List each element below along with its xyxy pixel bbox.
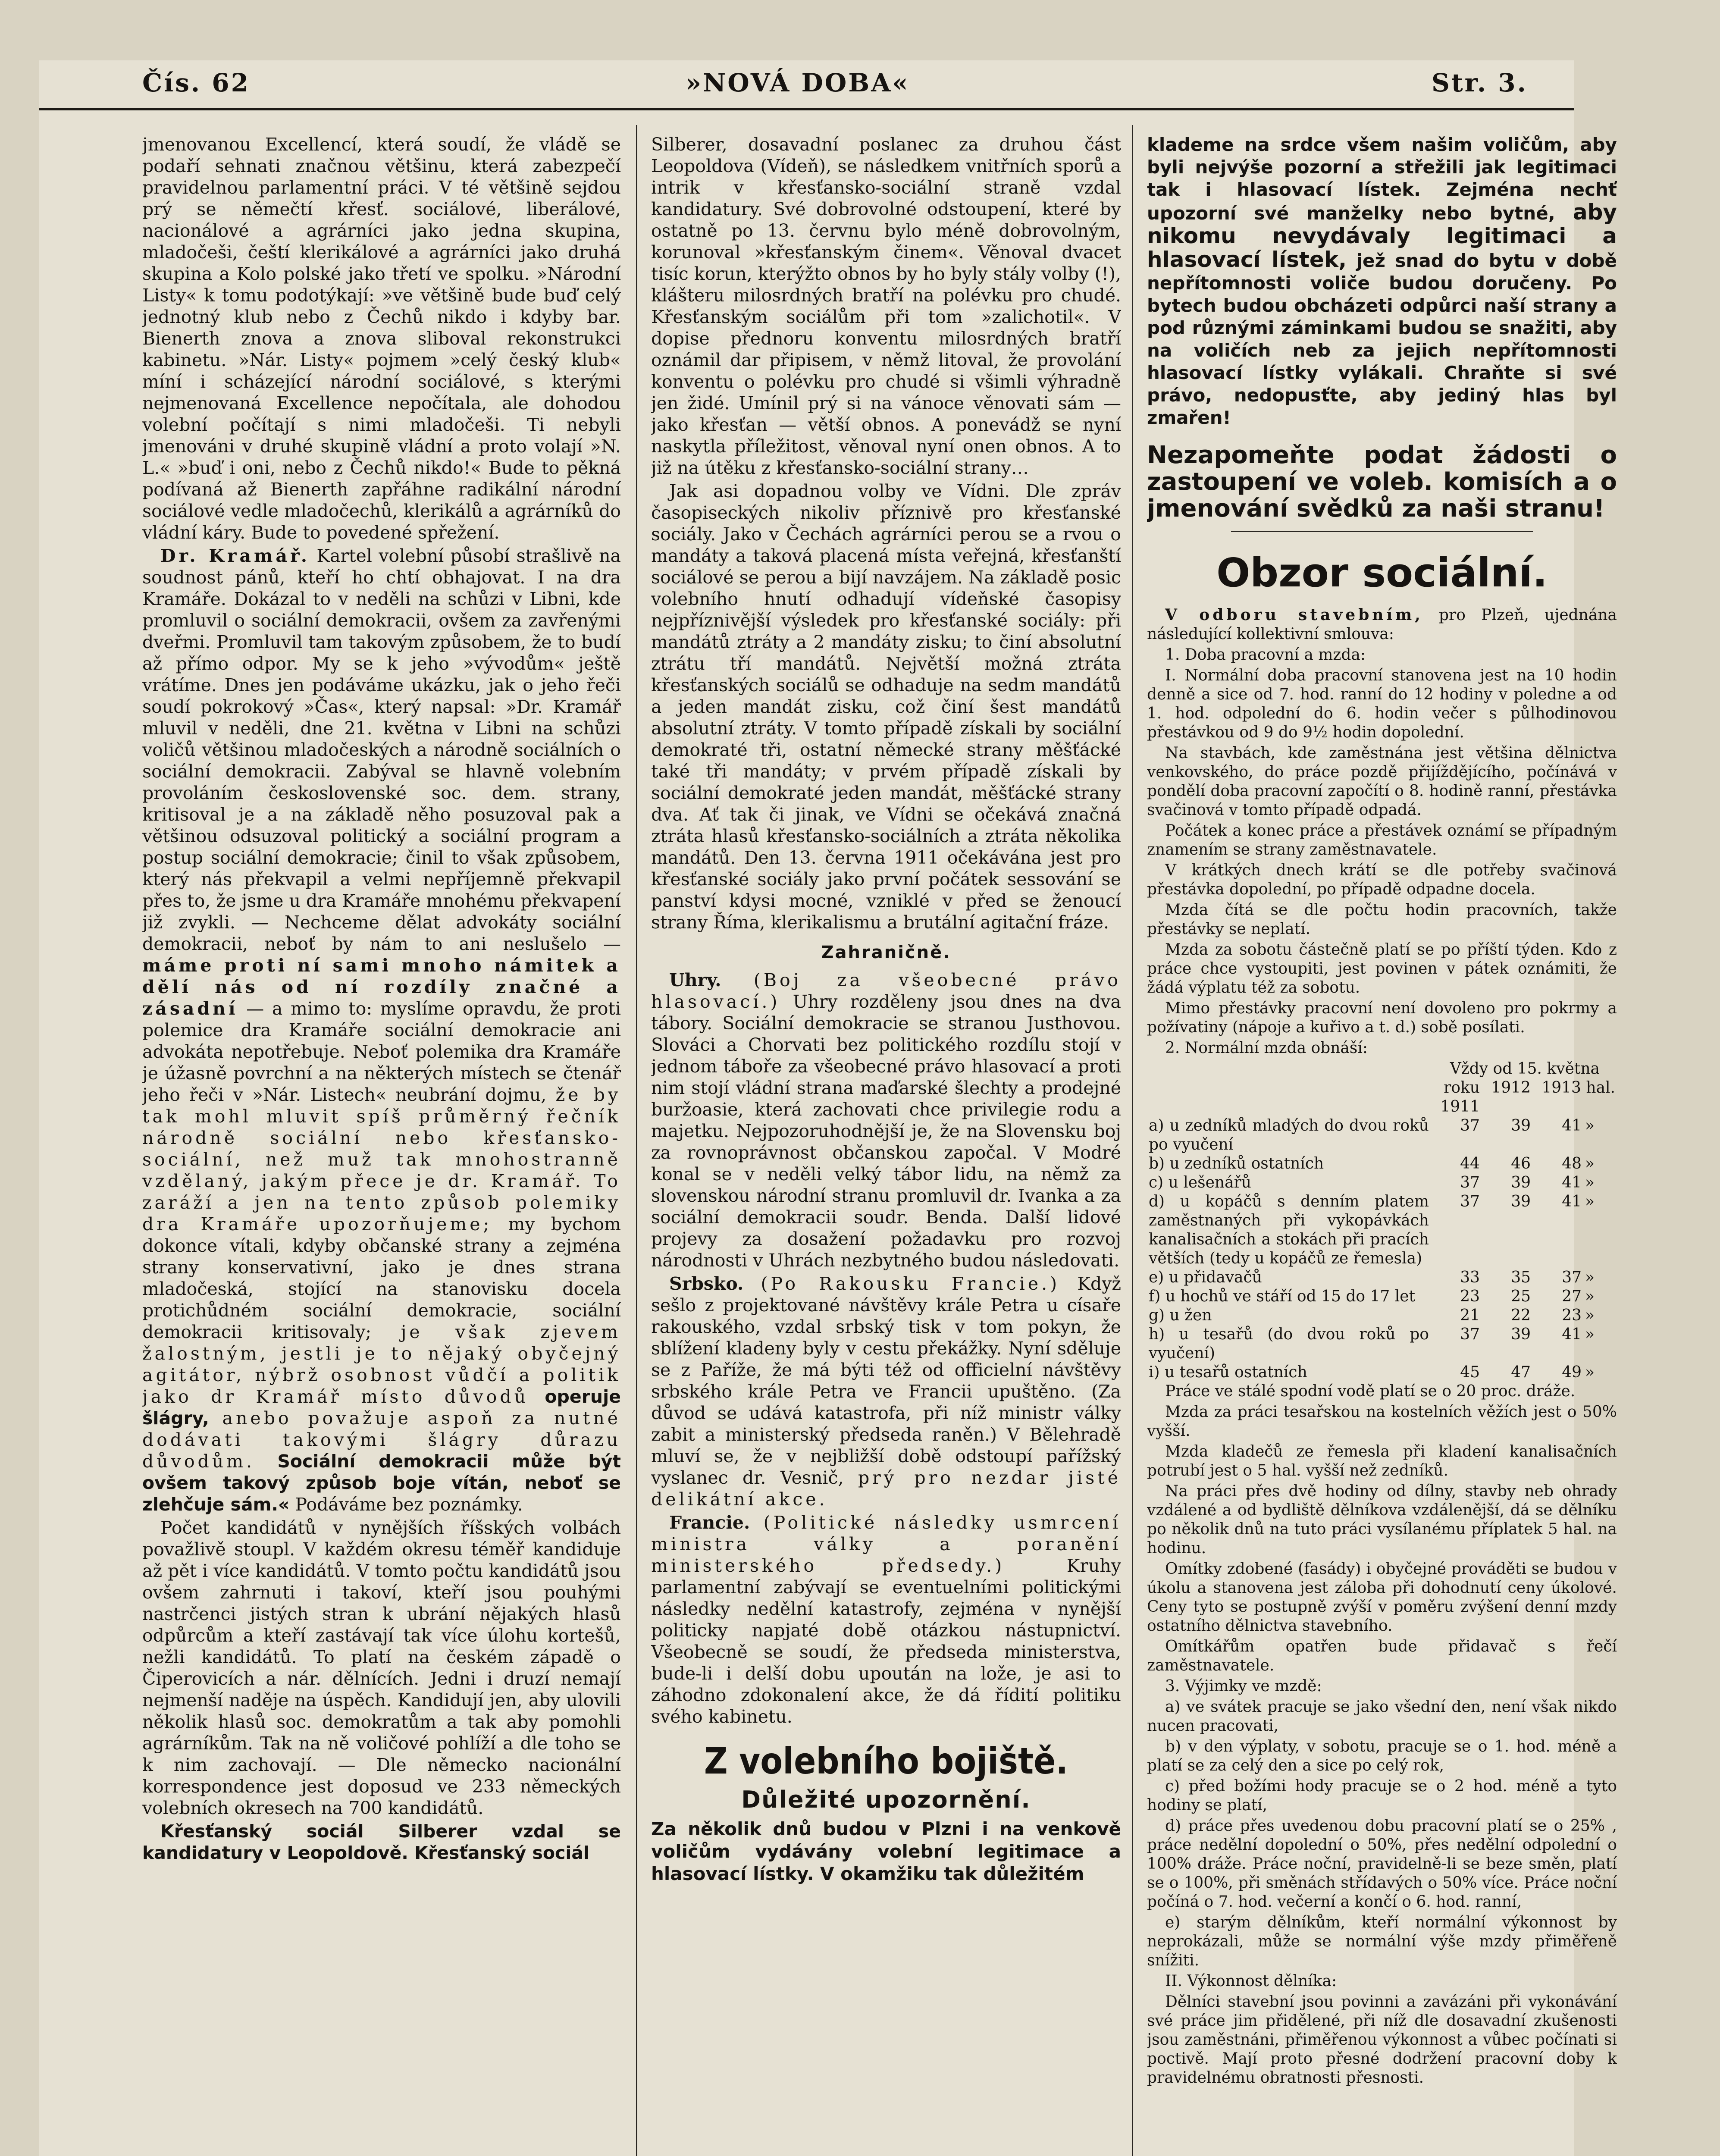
cell: 37 [1460, 1174, 1480, 1191]
article-francie [651, 1512, 1121, 1727]
wage-table-header: Vždy od 15. května [1450, 1060, 1600, 1078]
article-text: my bychom dokonce vítali, kdyby občanské strany a zejména strany konservativní, jako je dnes strana mladočeská, stojící na stanovisku docela protichůdném sociální demokracie, sociální demokracii kritisovaly; [142, 1214, 621, 1342]
contract-item: d) práce přes uvedenou dobu pracovní platí se o 25% , práce nedělní dopolední o 50%, přes nedělní odpolední o 100% dráže. Práce noční, pravidelně-li se beze směn, platí se o 100%, při směnách střídavých o 50% více. Práce noční počíná o 7. hod. večerní a končí o 6. hod. ranní, [1147, 1817, 1617, 1911]
masthead [39, 60, 1574, 110]
cell: 39 [1511, 1174, 1531, 1191]
contract-item: 3. Výjimky ve mzdě: [1165, 1677, 1322, 1695]
cell: 27 [1562, 1288, 1582, 1305]
contract-item: Práce ve stálé spodní vodě platí se o 20 proc. dráže. [1165, 1382, 1576, 1400]
contract-intro [1147, 605, 1617, 644]
year-header: 1913 hal. [1541, 1079, 1615, 1097]
emphasis-text: je však zjevem žalostným, jestli je to nějaký obyčejný agitátor, nýbrž osobnost vůdčí a politik jako dr Kramář místo důvodů [142, 1322, 621, 1407]
cell-unit: » [1585, 1307, 1595, 1324]
wage-table [1147, 1078, 1617, 1382]
cell: 41 [1562, 1174, 1582, 1191]
column-left [142, 134, 621, 2156]
contract-item: 1. Doba pracovní a mzda: [1165, 646, 1366, 664]
section-heading-elections: Z volebního bojiště. [704, 1740, 1068, 1782]
notice-text: klademe na srdce všem našim voličům, aby byli nejvýše pozorní a střežili jak legitimaci tak i hlasovací lístek. Zejména nechť upozorní své manželky nebo bytné, [1147, 134, 1617, 224]
table-row [1147, 1306, 1617, 1325]
cell: 39 [1511, 1193, 1531, 1210]
row-label: c) u lešenářů [1149, 1174, 1251, 1191]
contract-item: II. Výkonnost dělníka: [1165, 1972, 1337, 1990]
cell: 47 [1511, 1363, 1531, 1381]
newspaper-page [39, 60, 1617, 2156]
article-lead: Dr. Kramář. [160, 545, 310, 566]
contract-item: 2. Normální mzda obnáší: [1165, 1039, 1368, 1057]
table-row [1147, 1173, 1617, 1192]
section-heading-social: Obzor sociální. [1216, 550, 1548, 596]
row-label: g) u žen [1149, 1307, 1212, 1324]
contract-item: c) před božími hody pracuje se o 2 hod. méně a tyto hodiny se platí, [1147, 1777, 1617, 1814]
cell-unit: » [1585, 1117, 1595, 1134]
row-label: i) u tesařů ostatních [1149, 1363, 1307, 1381]
bold-text: operuje šlágry, [142, 1386, 621, 1429]
article-text: pro Plzeň, ujednána následující kollektivní smlouva: [1147, 606, 1617, 643]
contract-item: Na práci přes dvě hodiny od dílny, stavby neb ohrady vzdálené a od bydliště dělníkova vzdálenější, dá se dělníku po několik dnů na tuto práci vysílanému příplatek 5 hal. na hodinu. [1147, 1482, 1617, 1557]
article-lead: Srbsko. [669, 1273, 744, 1294]
contract-item: V krátkých dnech krátí se dle potřeby svačinová přestávka dopolední, po případě odpadne docela. [1147, 862, 1617, 898]
table-header-row [1147, 1078, 1617, 1116]
contract-item: a) ve svátek pracuje se jako všední den, není však nikdo nucen pracovati, [1147, 1698, 1617, 1735]
table-row [1147, 1192, 1617, 1268]
article-paragraph: Jak asi dopadnou volby ve Vídni. Dle zpráv časopiseckých nikoliv příznivě pro křesťanské sociály. Jako v Čechách agrárníci perou se a rvou o mandáty a taková placená místa veřejná, křesťanští sociálové se perou a bijí navzájem. Na základě posic volebního hnutí odhadují vídeňské časopisy nejpříznivější výsledek pro křesťanské sociály: při mandátů ztráty a 2 mandáty zisku; to činí absolutní ztrátu tří mandátů. Největší možná ztráta křesťanských sociálů se odhaduje na sedm mandátů a jeden mandát zisku, což činí šest mandátů absolutní ztráty. V tomto případě získali by sociální demokraté tři, ostatní německé strany měšťácké také tři mandáty; v prvém případě získali by sociální demokraté jeden mandát, měšťácké strany dva. Ať tak či jinak, ve Vídni se očekává značná ztráta hlasů křesťansko-sociálních a ztráta několika mandátů. Den 13. června 1911 očekávána jest pro křesťanské sociály jako první počátek sessování se panství kdysi mocné, vzniklé v před se ženoucí strany Říma, klerikalismu a brutální agitační fráze. [651, 481, 1121, 933]
cell-unit: » [1585, 1269, 1595, 1286]
row-label: b) u zedníků ostatních [1149, 1155, 1324, 1172]
contract-item: Omítky zdobené (fasády) i obyčejné prováděti se budou v úkolu a stanovena jest záloba při dohodnutí ceny úkolové. Ceny tyto se postupně zvýší v poměru zvýšení denní mzdy ostatního dělnictva stavebního. [1147, 1560, 1617, 1635]
article-paragraph: Silberer, dosavadní poslanec za druhou část Leopoldova (Vídeň), se následkem vnitřních sporů a intrik v křesťansko-sociální straně vzdal kandidatury. Své dobrovolné odstoupení, které by ostatně po 13. červnu bylo méně dobrovolným, korunoval »křesťanským činem«. Věnoval dvacet tisíc korun, kterýžto obnos by ho byly stály volby (!), klášteru milosrdných bratří na polévku pro chudé. Křesťanským sociálům při tom »zalichotil«. V dopise přednoru konventu milosrdných bratří oznámil dar připisem, v němž litoval, že provolání konventu o polévku pro chudé si všimli výhradně jen židé. Umínil prý si na vánoce věnovati sám — jako křesťan — větší obnos. A ponevádž se nyní naskytla příležitost, věnoval nyní onen obnos. A to již na útěku z křesťansko-sociální strany… [651, 134, 1121, 478]
cell: 45 [1460, 1363, 1480, 1381]
cell-unit: » [1585, 1288, 1595, 1305]
year-header: roku 1911 [1440, 1079, 1480, 1116]
row-label: d) u kopáčů s denním platem zaměstnaných při vykopávkách kanalisačních a stokách při pracích větších (tedy u kopáčů ze řemesla) [1149, 1193, 1429, 1267]
table-row [1147, 1154, 1617, 1173]
article-text: Podáváme bez poznámky. [295, 1494, 523, 1515]
contract-item: Dělníci stavební jsou povinni a zavázáni při vykonávání své práce jim přidělené, při níž dle dosavadní zkušenosti jsou zaměstnáni, přiměřenou výkonnost a vůbec počínati si poctivě. Mají proto přesné dodržení pracovní doby k pravidelnému obratnosti přesnosti. [1147, 1993, 1617, 2087]
bold-text: Sociální demokracii může být ovšem takový způsob boje vítán, neboť se zlehčuje sám.« [142, 1451, 621, 1515]
emphasis-text: máme proti ní sami mnoho námitek a dělí nás od ní rozdíly značné a zásadní [142, 955, 621, 1019]
article-kramar [142, 545, 621, 1515]
article-lead: V odboru stavebním, [1165, 606, 1423, 624]
newspaper-title: »NOVÁ DOBA« [686, 68, 910, 97]
notice-bold: aby nikomu nevydávaly legitimaci a hlasovací lístek, [1147, 200, 1617, 272]
section-heading-foreign: Zahraničně. [821, 943, 951, 962]
cell: 49 [1562, 1363, 1582, 1381]
cell: 41 [1562, 1193, 1582, 1210]
cell: 48 [1562, 1155, 1582, 1172]
emphasis-text: anebo považuje aspoň za nutné dodávati takovými šlágry důrazu důvodům. [142, 1408, 621, 1472]
cell: 23 [1562, 1307, 1582, 1324]
cell-unit: » [1585, 1174, 1595, 1191]
cell: 22 [1511, 1307, 1531, 1324]
article-text: Když sešlo z projektované návštěvy krále Petra u císaře rakouského, vzdal srbský tisk v tom pokyn, že sblížení kladeny byly v cestu překážky. Nyní sděluje se z Paříže, že má býti též od officielní návštěvy srbského krále Petra ve Francii upuštěno. (Za důvod se udává katastrofa, při níž ministr války zabit a ministerský předseda raněn.) V Bělehradě mluví se, že v nejbližší době odstoupí pařížský vyslanec dr. Vesnič, [651, 1273, 1121, 1488]
article-srbsko [651, 1273, 1121, 1510]
cell-unit: » [1585, 1326, 1595, 1343]
cell: 21 [1460, 1307, 1480, 1324]
cell: 39 [1511, 1326, 1531, 1343]
article-text: Kruhy parlamentní zabývají se eventuelními politickými následky nedělní katastrofy, zejména v nynější politicky napjaté době otázkou nástupnictví. Všeobecně se soudí, že předseda ministerstva, bude-li i delší dobu upoután na lože, je asi to záhodno zdokonalení akce, že dá řídití politiku svého kabinetu. [651, 1555, 1121, 1727]
election-notice: Za několik dnů budou v Plzni i na venkově voličům vydávány volební legitimace a hlasovací lístky. V okamžiku tak důležitém [651, 1818, 1121, 1884]
article-paragraph: Křesťanský sociál Silberer vzdal se kandidatury v Leopoldově. Křesťanský sociál [142, 1821, 621, 1863]
contract-item: Mzda za práci tesařskou na kostelních věžích jest o 50% vyšší. [1147, 1403, 1617, 1440]
table-row [1147, 1325, 1617, 1363]
article-paragraph: Počet kandidátů v nynějších říšských volbách považlivě stoupl. V každém okresu téměř kandiduje až pět i více kandidátů. V tomto počtu kandidátů jsou ovšem zahrnuti i takoví, kteří jsou pouhými nastrčenci jistých stran k ubrání nějakých hlasů odpůrcům a kteří zastávají tak více úlohu kortešů, nežli kandidátů. To platí na českém západě o Čiperovicích a nár. dělnících. Jedni i druzí nemají nejmenší naděje na úspěch. Kandidují jen, aby ulovili několik hlasů soc. demokratům a tak aby pomohli agrárníkům. Tak na ně voličové pohlíží a dle toho se k nim zachovají. — Dle německo nacionální korrespondence jest doposud ve 233 německých volebních okresech na 700 kandidátů. [142, 1517, 621, 1818]
table-row [1147, 1287, 1617, 1306]
cell-unit: » [1585, 1363, 1595, 1381]
emphasis-text: (Po Rakousku Francie.) [761, 1273, 1060, 1294]
cell: 35 [1511, 1269, 1531, 1286]
row-label: h) u tesařů (do dvou roků po vyučení) [1149, 1326, 1429, 1362]
contract-item: Na stavbách, kde zaměstnána jest většina dělnictva venkovského, do práce pozdě přijíždějícího, počínává v pondělí doba pracovní započítí o 8. hodině ranní, přestávka svačinová v tomto případě odpadá. [1147, 744, 1617, 819]
cell: 37 [1460, 1117, 1480, 1134]
table-row [1147, 1363, 1617, 1382]
article-lead: Uhry. [669, 970, 721, 990]
election-notice-continued [1147, 134, 1617, 429]
column-divider [636, 125, 637, 2156]
cell: 44 [1460, 1155, 1480, 1172]
row-label: a) u zedníků mladých do dvou roků po vyučení [1149, 1117, 1429, 1153]
page-number: Str. 3. [1432, 68, 1528, 97]
cell-unit: » [1585, 1193, 1595, 1210]
table-row [1147, 1116, 1617, 1154]
contract-item: Mimo přestávky pracovní není dovoleno pro pokrmy a požívatiny (nápoje a kuřivo a t. d.) sobě posílati. [1147, 1000, 1617, 1036]
article-text: — a mimo to: myslíme opravdu, že proti polemice dra Kramáře sociální demokracie ani advokáta nepotřebuje. Neboť polemika dra Kramáře je úžasně povrchní a na některých místech se čtenář jeho řeči v »Nár. Listech« neubrání dojmu, [142, 998, 621, 1105]
article-text: Uhry rozděleny jsou dnes na dva tábory. Sociální demokracie se stranou Justhovou. Slováci a Chorvati bez politického rozdílu stojí v jednom táboře za všeobecné právo hlasovací a proti nim stojí vládní strana maďarské šlechty a prodejné buržoasie, která zachovati chce privilegie rodu a majetku. Nejpozoruhodnější je, že na Slovensku boj za rovnoprávnost občanskou započal. V Modré konal se v neděli velký tábor lidu, na němž za slovenskou národní stranu promluvil dr. Ivanka a za sociální demokracii soudr. Benda. Další lidové projevy za dosažení požadavku pro rozvoj národnosti v Uhrách nezbytného budou následovati. [651, 991, 1121, 1271]
contract-item: Omítkářům opatřen bude přidavač s řečí zaměstnavatele. [1147, 1638, 1617, 1674]
notice-text: jež snad do bytu v době nepřítomnosti voliče budou doručeny. Po bytech budou obcházeti odpůrci naší strany a pod různými záminkami budou se snažiti, aby na voličích neb za jejich nepřítomnosti hlasovací lístky vylákali. Chraňte si své právo, nedopusťte, aby jediný hlas byl zmařen! [1147, 250, 1617, 428]
article-paragraph: jmenovanou Excellencí, která soudí, že vládě se podaří sehnati značnou většinu, která zabezpečí pravidelnou parlamentní práci. V té většině sejdou prý se němečtí křesť. sociálové, liberálové, nacionálové a agrárníci jako jedna skupina, mladočeši, čeští klerikálové a agrárníci jako druhá skupina a Kolo polské jako třetí ve spolku. »Národní Listy« k tomu podotýkají: »ve většině bude buď celý jednotný klub nebo z Čechů nikdo i kdyby bar. Bienerth znova a znova sliboval rekonstrukci kabinetu. »Nár. Listy« pojmem »celý český klub« míní i scházející národní sociálové, s kterými nejmenovaná Excellence nepočítala, ale dohodou volební počítají s nimi mladočeši. Ti nebyli jmenováni v druhé skupině vládní a proto volají »N. L.« »buď i oni, nebo z Čechů nikdo!« Bude to pěkná podívaná až Bienerth zapřáhne radikální národní sociálové vedle mladočechů, klerikálů a agrárníků do vládní káry. Bude to povedené spřežení. [142, 134, 621, 543]
cell: 37 [1460, 1326, 1480, 1343]
cell: 46 [1511, 1155, 1531, 1172]
column-right [1147, 134, 1617, 2156]
section-subheading: Důležité upozornění. [741, 1786, 1031, 1813]
contract-item: Mzda čítá se dle počtu hodin pracovních, takže přestávky se neplatí. [1147, 901, 1617, 938]
emphasis-text: že by tak mohl mluvit spíš průměrný řečník národně sociální nebo křesťansko-sociální, než muž tak mnohostranně vzdělaný, jakým přece je dr. Kramář. To zaráží a jen na tento způsob polemiky dra Kramáře upozorňujeme; [142, 1084, 621, 1235]
cell: 25 [1511, 1288, 1531, 1305]
cell: 41 [1562, 1326, 1582, 1343]
issue-number: Čís. 62 [142, 68, 250, 97]
cell: 37 [1562, 1269, 1582, 1286]
emphasis-text: (Politické následky usmrcení ministra války a poranění ministerského předsedy.) [651, 1512, 1121, 1576]
article-text: Kartel volební působí strašlivě na soudnost pánů, kteří ho chtí obhajovat. I na dra Kramáře. Dokázal to v neděli na schůzi v Libni, kde promluvil o sociální demokracii, ovšem za zavřenými dveřmi. Promluvil tam takovým způsobem, že to budí až přímo odpor. My se k jeho »vývodům« ještě vrátíme. Dnes jen podáváme ukázku, jak o jeho řeči soudí pokrokový »Čas«, který napsal: »Dr. Kramář mluvil v neděli, dne 21. května v Libni na schůzi voličů většinou mladočeských a národně sociálních o sociální demokracii. Zabýval se hlavně volebním provoláním československé soc. dem. strany, kritisoval je a na základě něho posuzoval pak a většinou odsuzoval politický a sociální program a postup sociální demokracie; činil to však způsobem, který nás překvapil a velmi nepříjemně překvapil přes to, že jsme u dra Kramáře mnohému překvapení již zvykli. — Nechceme dělat advokáty sociální demokracii, neboť by nám to ani neslušelo — [142, 545, 621, 954]
column-divider [1132, 125, 1133, 2156]
contract-item: Mzda kladečů ze řemesla při kladení kanalisačních potrubí jest o 5 hal. vyšší než zedníků. [1147, 1443, 1617, 1479]
cell: 41 [1562, 1117, 1582, 1134]
row-label: f) u hochů ve stáří od 15 do 17 let [1149, 1288, 1416, 1305]
contract-item: I. Normální doba pracovní stanovena jest na 10 hodin denně a sice od 7. hod. ranní do 12 hodiny v poledne a od 1. hod. odpolední do 6. hodin večer s půlhodinovou přestávkou od 9 do 9½ hodin dopolední. [1147, 667, 1617, 741]
article-uhry [651, 969, 1121, 1271]
contract-item: Počátek a konec práce a přestávek oznámí se případným znamením se strany zaměstnavatele. [1147, 822, 1617, 859]
column-middle [651, 134, 1121, 2156]
table-row [1147, 1268, 1617, 1287]
divider [1231, 531, 1533, 532]
article-lead: Francie. [669, 1512, 750, 1533]
cell: 33 [1460, 1269, 1480, 1286]
year-header: 1912 [1491, 1079, 1531, 1097]
emphasis-text: (Boj za všeobecné právo hlasovací.) [651, 970, 1121, 1012]
row-label: e) u přidavačů [1149, 1269, 1262, 1286]
cell-unit: » [1585, 1155, 1595, 1172]
contract-item: Mzda za sobotu částečně platí se po příští týden. Kdo z práce chce vystoupiti, jest povinen v pátek oznámiti, že žádá výplatu též za sobotu. [1147, 941, 1617, 997]
contract-item: b) v den výplaty, v sobotu, pracuje se o 1. hod. méně a platí se za celý den a sice po celý rok, [1147, 1738, 1617, 1774]
emphasis-text: prý pro nezdar jisté delikátní akce. [651, 1467, 1121, 1510]
cell: 37 [1460, 1193, 1480, 1210]
cell: 39 [1511, 1117, 1531, 1134]
cell: 23 [1460, 1288, 1480, 1305]
contract-item: e) starým dělníkům, kteří normální výkonnost by neprokázali, může se normální výše mzdy přiměřeně snížiti. [1147, 1914, 1617, 1969]
reminder-box: Nezapomeňte podat žádosti o zastoupení ve voleb. komisích a o jmenování svědků za naši stranu! [1147, 441, 1617, 523]
